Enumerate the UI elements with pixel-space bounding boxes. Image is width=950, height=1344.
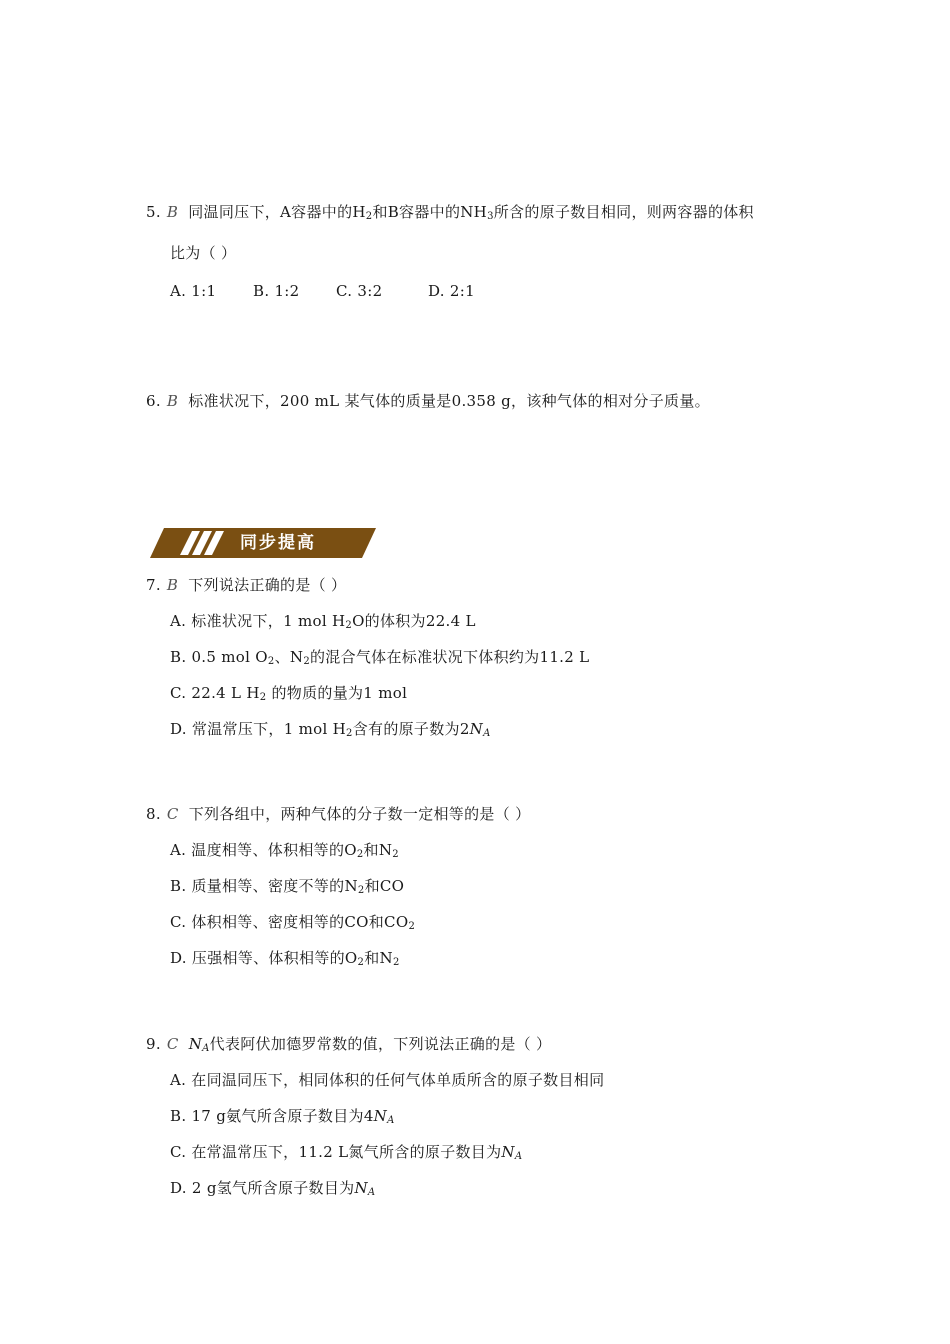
q7-option-d-part1: D. 常温常压下，1 mol H bbox=[170, 720, 347, 738]
q5-number: 5. bbox=[146, 203, 161, 221]
q7-stem: 下列说法正确的是（ ） bbox=[188, 576, 347, 594]
q8-option-b-part2: 和CO bbox=[364, 877, 405, 895]
q8-option-c bbox=[170, 912, 415, 932]
q9-option-c-na-a: A bbox=[514, 1151, 523, 1162]
q7-level: B bbox=[166, 576, 179, 594]
q8-stem: 下列各组中，两种气体的分子数一定相等的是（ ） bbox=[188, 805, 531, 823]
q8-level: C bbox=[166, 805, 179, 823]
q9-option-b-part1: B. 17 g氨气所含原子数目为4 bbox=[170, 1107, 374, 1125]
q8-number: 8. bbox=[146, 805, 161, 823]
q9-option-a: A. 在同温同压下，相同体积的任何气体单质所含的原子数目相同 bbox=[170, 1071, 605, 1089]
q5-options bbox=[170, 281, 475, 301]
q7-option-d-na-n: N bbox=[469, 720, 484, 738]
q8-option-a-part2: 和N bbox=[363, 841, 393, 859]
q5-option-a: A. 1:1 bbox=[170, 282, 217, 300]
q7-option-c bbox=[170, 683, 407, 703]
q9-number: 9. bbox=[146, 1035, 161, 1053]
q9-stem-line bbox=[146, 1034, 551, 1054]
q7-stem-line bbox=[146, 575, 346, 595]
q9-option-d bbox=[170, 1178, 375, 1198]
q7-option-c-part2: 的物质的量为1 mol bbox=[266, 684, 408, 702]
q5-stem-part2: 和B容器中的NH bbox=[372, 203, 488, 221]
q9-option-d-na-a: A bbox=[367, 1187, 376, 1198]
q5-stem-line bbox=[146, 202, 754, 222]
q6-level: B bbox=[166, 392, 179, 410]
q8-stem-line bbox=[146, 804, 530, 824]
q9-option-b-na-n: N bbox=[373, 1107, 388, 1125]
q8-option-d-part1: D. 压强相等、体积相等的O bbox=[170, 949, 358, 967]
q9-option-b bbox=[170, 1106, 395, 1126]
q7-option-a-sub: 2 bbox=[345, 620, 353, 631]
q5-stem-continuation: 比为（ ） bbox=[170, 244, 237, 262]
q6-stem: 标准状况下，200 mL 某气体的质量是0.358 g，该种气体的相对分子质量。 bbox=[188, 392, 710, 410]
q8-option-a-part1: A. 温度相等、体积相等的O bbox=[170, 841, 357, 859]
q8-option-a-sub-o2: 2 bbox=[356, 849, 364, 860]
q9-option-d-na-n: N bbox=[354, 1179, 368, 1197]
q8-option-a-sub-n2: 2 bbox=[392, 849, 399, 860]
q9-stem-na-n: N bbox=[188, 1035, 203, 1053]
q7-option-b-sub-n2: 2 bbox=[303, 656, 310, 667]
q8-option-c-part1: C. 体积相等、密度相等的CO和CO bbox=[170, 913, 409, 931]
q9-stem: 代表阿伏加德罗常数的值，下列说法正确的是（ ） bbox=[209, 1035, 552, 1053]
q8-option-b-sub-n2: 2 bbox=[357, 885, 365, 896]
q5-stem-part3: 所含的原子数目相同，则两容器的体积 bbox=[493, 203, 754, 221]
q8-option-b bbox=[170, 876, 404, 896]
q8-option-d bbox=[170, 948, 400, 968]
q9-stem-na-a: A bbox=[202, 1043, 210, 1054]
q7-option-d-sub: 2 bbox=[346, 728, 353, 739]
q7-option-a-part1: A. 标准状况下，1 mol H bbox=[170, 612, 346, 630]
q6-number: 6. bbox=[146, 392, 161, 410]
q5-level: B bbox=[166, 203, 179, 221]
q6-stem-line bbox=[146, 391, 710, 411]
q5-sub-h2: 2 bbox=[365, 211, 373, 222]
q9-option-c-part1: C. 在常温常压下，11.2 L氮气所含的原子数目为 bbox=[170, 1143, 502, 1161]
q8-option-d-sub-n2: 2 bbox=[392, 957, 400, 968]
q9-option-d-part1: D. 2 g氢气所含原子数目为 bbox=[170, 1179, 355, 1197]
q7-option-c-sub: 2 bbox=[259, 692, 267, 703]
q7-option-b-part1: B. 0.5 mol O bbox=[170, 648, 268, 666]
q7-option-a bbox=[170, 611, 476, 631]
q7-option-a-part2: O的体积为22.4 L bbox=[352, 612, 476, 630]
q9-level: C bbox=[166, 1035, 179, 1053]
q7-option-b-sub-o2: 2 bbox=[267, 656, 275, 667]
q5-sub-nh3: 3 bbox=[487, 211, 494, 222]
q7-option-d-na-a: A bbox=[483, 728, 491, 739]
q7-option-b-part2: 、N bbox=[274, 648, 304, 666]
q8-option-d-part2: 和N bbox=[364, 949, 393, 967]
q8-option-c-sub-co2: 2 bbox=[408, 921, 416, 932]
q7-option-d-part2: 含有的原子数为2 bbox=[352, 720, 470, 738]
q5-option-c: C. 3:2 bbox=[336, 282, 383, 300]
q5-option-d: D. 2:1 bbox=[428, 282, 475, 300]
q5-stem-part1: 同温同压下，A容器中的H bbox=[188, 203, 366, 221]
q9-option-b-na-a: A bbox=[387, 1115, 395, 1126]
q5-option-b: B. 1:2 bbox=[253, 282, 300, 300]
q9-option-c bbox=[170, 1142, 522, 1162]
q7-option-c-part1: C. 22.4 L H bbox=[170, 684, 260, 702]
section-banner-title: 同步提高 bbox=[240, 533, 316, 553]
q7-option-d bbox=[170, 719, 491, 739]
q8-option-d-sub-o2: 2 bbox=[357, 957, 365, 968]
q8-option-b-part1: B. 质量相等、密度不等的N bbox=[170, 877, 358, 895]
q7-option-b-part3: 的混合气体在标准状况下体积约为11.2 L bbox=[309, 648, 590, 666]
q7-number: 7. bbox=[146, 576, 161, 594]
q8-option-a bbox=[170, 840, 399, 860]
q7-option-b bbox=[170, 647, 589, 667]
q9-option-c-na-n: N bbox=[501, 1143, 515, 1161]
